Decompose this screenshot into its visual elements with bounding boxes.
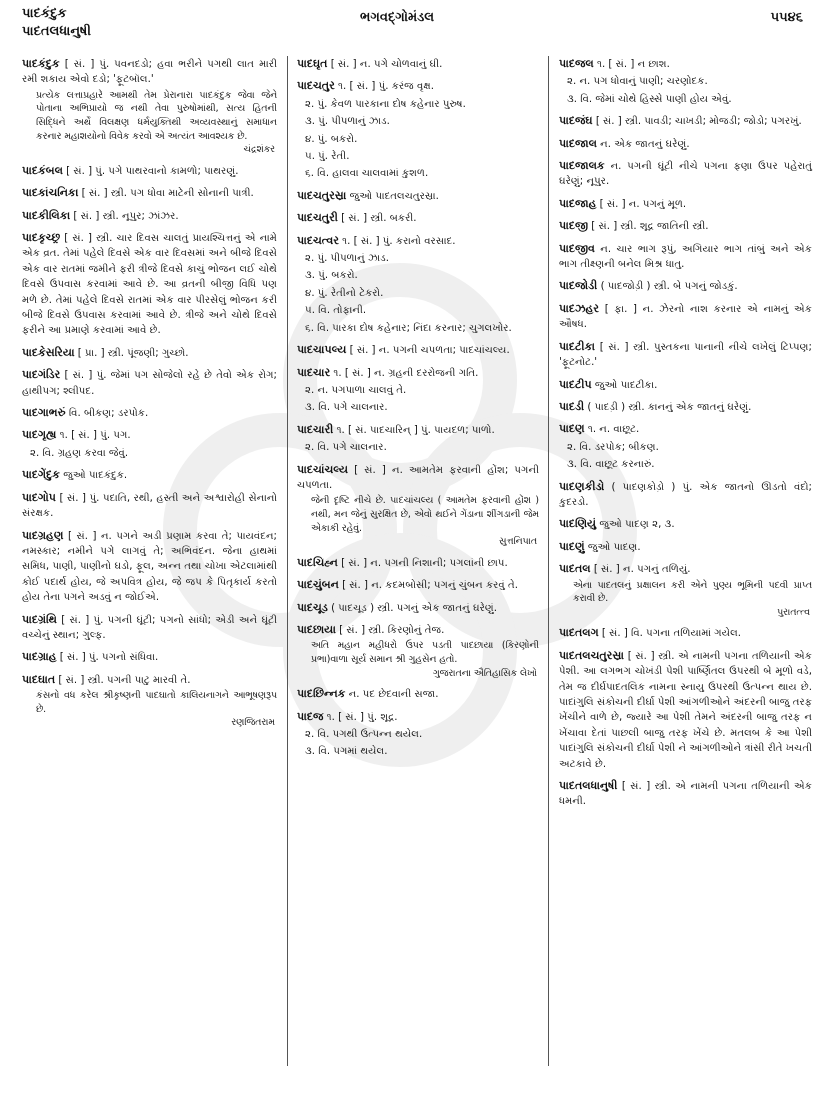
sub-sense: ૩. પું. પીપળાનું ઝાડ.	[305, 116, 390, 128]
dictionary-entry	[559, 778, 812, 810]
dictionary-entry	[559, 561, 812, 619]
headword: પાદતલગ	[559, 626, 599, 640]
page-number: ૫૫૪૬	[770, 10, 803, 25]
dictionary-entry	[22, 672, 277, 730]
quote-source: ચંદ્રશંકર	[243, 144, 275, 156]
headword: પાદઝહર	[559, 301, 599, 315]
dictionary-entry	[559, 196, 812, 212]
headword: પાદછાયા	[297, 622, 336, 636]
sub-sense: ૩. પું. બકરો.	[305, 270, 358, 282]
headword: પાદતલધાનુષી	[559, 779, 618, 792]
dictionary-entry	[559, 625, 812, 641]
definition: [ સં. ] સ્ત્રી. પાવડી; ચાખડી; મોજડી; જોડો; પગરખું.	[595, 116, 802, 128]
headword: પાદગેંદુક	[22, 468, 60, 482]
dictionary-entry	[559, 516, 812, 532]
definition: ૧. [ સં. ] પું. પગ.	[59, 430, 131, 442]
quote-text: અતિ મહાન મહીધરો ઉપર પડતી પાદછાયા (કિરણોની પ્રભા)વાળા સૂર્ય સમાન શ્રી ગુહસેન હતો.	[311, 640, 539, 665]
definition: [ સં. ] વિ. પગના તળિયામાં ગયેલ.	[601, 628, 742, 640]
dictionary-entry	[22, 405, 277, 421]
sub-sense: ૫. વિ. તોફાની.	[305, 305, 367, 317]
definition: ૧. [ સં. ] પું. કરંજ વૃક્ષ.	[338, 81, 435, 93]
headword: પાદટીપ	[559, 377, 592, 391]
headword: પાદગ્રાહ	[22, 650, 57, 664]
sub-sense: ૨. ન. પગપાળા ચાલવું તે.	[305, 384, 407, 396]
headword: પાદઘૃત	[297, 57, 328, 70]
headword: પાદઘાત	[22, 672, 56, 686]
dictionary-entry	[559, 421, 812, 472]
definition: [ સં. ] પું. પદાતિ, રથી, હસ્તી અને અશ્વારોહી સેનાનો સંરક્ષક.	[22, 492, 277, 520]
dictionary-entry	[297, 555, 539, 571]
definition: [ સં. ] સ્ત્રી. પગની પાટુ મારવી તે.	[58, 674, 191, 686]
guide-word-last: પાદતલધાનુષી	[22, 24, 91, 39]
dictionary-entry	[297, 342, 539, 358]
headword: પાદચતુરસ્રા	[297, 188, 347, 202]
headword: પાદગ્રહણ	[22, 528, 64, 542]
definition: ( પાદચૂડ઼ ) સ્ત્રી. પગનું એક જાતનું ઘરેણું.	[331, 602, 497, 614]
dictionary-columns	[22, 56, 812, 1076]
definition: જુઓ પાદકંદુક.	[63, 470, 128, 482]
headword: પાદતલચતુરસ્રા	[559, 648, 624, 662]
dictionary-entry	[559, 218, 812, 234]
definition: [ સં. ] સ્ત્રી. શૂદ્ર જાતિની સ્ત્રી.	[591, 221, 709, 233]
sub-sense: ૪. પું. રેતીનો ટેકરો.	[305, 287, 384, 299]
definition: [ પ્રા. ] સ્ત્રી. પૂંજણી; ગુચ્છો.	[77, 347, 189, 359]
definition: ૧. ન. વાછૂટ.	[587, 424, 640, 436]
definition: ( પાદડ઼ી ) સ્ત્રી. કાનનું એક જાતનું ઘરેણું.	[587, 401, 752, 413]
headword: પાદગાભરું	[22, 406, 66, 420]
definition: [ સં. ] સ્ત્રી. પગ ધોવા માટેની સોનાની પાત્રી.	[81, 188, 254, 200]
dictionary-entry	[559, 113, 812, 129]
sub-sense: ૨. પું. પીપળાનું ઝાડ.	[305, 253, 389, 265]
dictionary-entry	[297, 365, 539, 416]
dictionary-entry	[22, 185, 277, 201]
definition: ૧. [ સં. પાદચારિન્ ] પું. પાયદળ; પાળો.	[336, 424, 495, 436]
headword: પાદગૃહ્ય	[22, 428, 57, 442]
headword: પાદકંદુક	[22, 57, 60, 70]
definition: ૧. [ સં. ] ન છાશ.	[596, 59, 670, 70]
dictionary-entry	[297, 78, 539, 181]
citation-quote	[297, 494, 539, 548]
sub-sense: ૨. વિ. પગથી ઉત્પન્ન થયેલ.	[305, 728, 423, 740]
headword: પાદચતુર	[297, 79, 335, 93]
dictionary-entry	[559, 241, 812, 273]
quote-source: સુત્તનિપાત	[498, 536, 537, 548]
definition: [ સં. ] પું. પગનો સંધિવા.	[59, 652, 159, 664]
dictionary-entry	[297, 686, 539, 702]
dictionary-entry	[297, 233, 539, 336]
headword: પાદકેસરિયા	[22, 345, 75, 359]
dictionary-entry	[297, 422, 539, 456]
definition: [ સં. ] ન. આમતેમ ફરવાની હોંશ; પગની ચપળતા.	[297, 464, 539, 491]
dictionary-entry	[559, 56, 812, 107]
definition: ૧. [ સં. ] પું. કરાનો વરસાદ.	[342, 235, 456, 247]
quote-source: રણજિતરામ	[231, 717, 275, 729]
headword: પાદચારી	[297, 422, 334, 436]
headword: પાદકીલિકા	[22, 208, 71, 222]
headword: પાદચિહ્ન	[297, 555, 338, 569]
quote-text: કંસનો વધ કરેલ શ્રીકૃષ્ણની પાદઘાતો કાલિયનાગને આભૂષણરૂપ છે.	[36, 690, 277, 715]
definition: [ સં. ] પું. જેમાં પગ સોજેલો રહે છે તેવો એક રોગ; હાથીપગ; શ્લીપદ.	[22, 370, 277, 397]
headword: પાદજલ	[559, 57, 594, 70]
headword: પાદગંડિર	[22, 368, 61, 382]
headword: પાદચાર	[297, 365, 331, 379]
definition: [ સં. ] ન. પગનું તળિયું.	[593, 564, 691, 576]
definition: ( પાદજોડ઼ી ) સ્ત્રી. બે પગનું જોડકું.	[600, 281, 738, 293]
dictionary-entry	[22, 163, 277, 179]
definition: ( પાદણકોડ઼ો ) પું. એક જાતનો ઊડતો વંદો; કુદરડો.	[559, 481, 812, 508]
dictionary-entry	[559, 399, 812, 415]
definition: ૧. [ સં. ] ન. ગ્રહની દરરોજની ગતિ.	[333, 367, 479, 379]
sub-sense: ૩. વિ. પગમાં થયેલ.	[305, 746, 388, 758]
headword: પાદણકીડો	[559, 479, 605, 493]
definition: [ સં. ] ન. પગની નિશાની; પગલાંની છાપ.	[341, 557, 508, 569]
definition: જુઓ પાદટીકા.	[594, 379, 658, 391]
sub-sense: ૨. પું. કેવળ પારકાના દોષ કહેનાર પુરુષ.	[305, 98, 466, 110]
quote-text: જેની દૃષ્ટિ નીચે છે. પાદચાંચલ્ય ( આમતેમ ફરવાની હોંશ ) નથી, મન જેનું સુરક્ષિત છે, એવો થઈને ગેંડાના શીંગડાની જેમ એકાકી રહેવું.	[311, 495, 539, 534]
dictionary-entry	[22, 649, 277, 665]
headword: પાદગોપ	[22, 490, 56, 504]
headword: પાદડી	[559, 399, 585, 413]
dictionary-entry	[297, 622, 539, 680]
page-header	[0, 0, 825, 52]
headword: પાદચાપલ્ય	[297, 343, 347, 357]
sub-sense: ૨. વિ. ગ્રહણ કરવા જેવું.	[30, 447, 129, 459]
dictionary-entry	[22, 427, 277, 461]
dictionary-entry	[297, 188, 539, 204]
dictionary-entry	[559, 339, 812, 371]
sub-sense: ૩. વિ. જેમાં ચોથે હિસ્સે પાણી હોય એવું.	[567, 93, 732, 105]
headword: પાદચત્વર	[297, 233, 339, 247]
sub-sense: ૫. પું. રેતી.	[305, 151, 350, 163]
definition: જુઓ પાદણ ૨, ૩.	[599, 519, 675, 531]
headword: પાદજીવ	[559, 241, 595, 255]
guide-word-first: પાદકંદુક	[22, 6, 67, 21]
definition: [ સં. ] સ્ત્રી. એ નામની પગના તળિયાની એક પેશી. આ લગભગ ચોખંડી પેશી પાર્ષ્ણિતલ ઉપરથી બે મૂળો વડે, તેમ જ દીર્ઘપાદતલિક નામના સ્નાયુ ઉપરથી ઉત્પન્ન થાય છે. પાદાંગુલિ સંકોચની દીર્ઘા પેશી આંગળીઓને અંદરની બાજુ તરફ ખેંચીને વાળે છે, જ્યારે આ પેશી તેમને અંદરની બાજુ તરફ ન ખેંચાવા દેતાં પાછલી બાજુ તરફ ખેંચે છે. મતલબ કે આ પેશી પાદાંગુલિ સંકોચની દીર્ઘા પેશી ને આંગળીઓને ત્રાંસી રીતે ખચતી અટકાવે છે.	[559, 650, 812, 770]
definition: [ સં. ] ન. કદમબોસી; પગનું ચુંબન કરવું તે.	[342, 580, 518, 592]
definition: [ સં. ] ન. પગે ચોળવાનું ઘી.	[330, 59, 443, 70]
headword: પાદજાલ	[559, 136, 597, 150]
definition: [ સં. ] પું. પગની ઘૂંટી; પગનો સાંધો; એડી અને ઘૂંટી વચ્ચેનું સ્થાન; ગુલ્ફ.	[22, 614, 277, 641]
headword: પાદજંઘ	[559, 114, 593, 128]
definition: [ સં. ] ન. પગની ચપળતા; પાદચાંચલ્ય.	[349, 345, 510, 357]
quote-text: એના પાદતલનું પ્રક્ષાલન કરી એને પુણ્ય ભૂમિની પદવી પ્રાપ્ત કરાવી છે.	[573, 579, 812, 605]
dictionary-entry	[22, 56, 277, 157]
definition: [ સં. ] સ્ત્રી. કિરણોનું તેજ.	[339, 624, 445, 636]
definition: ન. પગની ઘૂંટી નીચે પગના ફણા ઉપર પહેરાતું ઘરેણું; નૂપુર.	[559, 161, 812, 188]
citation-quote	[297, 639, 539, 680]
definition: જુઓ પાદતલચતુરસ્રા.	[349, 190, 439, 202]
sub-sense: ૨. વિ. ડરપોક; બીકણ.	[567, 441, 659, 453]
sub-sense: ૬. વિ. પારકા દોષ કહેનાર; નિંદા કરનાર; ચુગલખોર.	[305, 322, 512, 334]
column-1	[22, 56, 287, 1076]
headword: પાદગ્રંથિ	[22, 612, 57, 626]
dictionary-entry	[559, 377, 812, 393]
definition: ન. ચાર ભાગ રૂપું, અગિયાર ભાગ તાંબું અને એક ભાગ તીક્ષ્ણની બનેલ મિશ્ર ધાતુ.	[559, 243, 812, 271]
dictionary-entry	[297, 709, 539, 760]
headword: પાદટીકા	[559, 339, 595, 353]
headword: પાદકૃચ્છ્ર	[22, 231, 61, 244]
dictionary-entry	[559, 648, 812, 772]
quote-source: ગુજરાતના ઐતિહાસિક લેખો	[432, 667, 537, 679]
definition: ન. એક જાતનું ઘરેણું.	[600, 138, 690, 150]
headword: પાદચુંબન	[297, 578, 339, 592]
sub-sense: ૩. વિ. વાછૂટ કરનારું.	[567, 459, 655, 471]
sub-sense: ૬. વિ. હાલવા ચાલવામાં કુશળ.	[305, 168, 429, 180]
headword: પાદજાલક	[559, 159, 605, 173]
definition: ૧. [ સં. ] પું. શૂદ્ર.	[326, 711, 398, 723]
headword: પાદચૂડ	[297, 600, 328, 614]
dictionary-entry	[22, 490, 277, 522]
quote-text: પ્રત્યેક લત્તાપ્રહારે આમથી તેમ પ્રેરાનારા પાદકંદુક જેવા જેને પોતાના અભિપ્રાયો જ નથી તેવા પુરુષોમાંથી, સત્ય હિતની સિદ્ધિને અર્થે વિલક્ષણ ધર્મયુક્તિથી અવ્યવસ્થાનું સમાધાન કરનાર મહાશયોનો વિવેક કરવો એ અત્યંત આવશ્યક છે.	[36, 89, 277, 142]
column-2	[287, 56, 549, 1066]
dictionary-entry	[22, 345, 277, 361]
citation-quote	[559, 579, 812, 620]
headword: પાદણું	[559, 539, 585, 553]
headword: પાદજી	[559, 219, 589, 233]
sub-sense: ૨. ન. પગ ધોવાનું પાણી; ચરણોદક.	[567, 76, 708, 88]
dictionary-entry	[297, 462, 539, 549]
citation-quote	[22, 89, 277, 157]
dictionary-entry	[559, 479, 812, 511]
dictionary-entry	[22, 208, 277, 224]
definition: [ સં. ] સ્ત્રી. બકરી.	[341, 213, 417, 225]
dictionary-entry	[559, 136, 812, 152]
definition: [ સં. ] પું. પગે પાથરવાનો કામળો; પાથરણું.	[66, 165, 239, 177]
sub-sense: ૨. વિ. પગે ચાલનાર.	[305, 442, 387, 454]
dictionary-entry	[559, 301, 812, 333]
headword: પાદજાહ	[559, 196, 597, 210]
headword: પાદતલ	[559, 562, 591, 576]
dictionary-entry	[22, 230, 277, 339]
headword: પાદછિન્નક	[297, 687, 346, 701]
dictionary-entry	[559, 539, 812, 555]
dictionary-entry	[559, 278, 812, 294]
dictionary-entry	[297, 577, 539, 593]
headword: પાદજોડી	[559, 279, 598, 293]
definition: [ ફા. ] ન. ઝેરનો નાશ કરનાર એ નામનું એક ઔષધ.	[559, 303, 812, 331]
dictionary-entry	[559, 158, 812, 190]
dictionary-entry	[297, 600, 539, 616]
column-3	[549, 56, 812, 1076]
sub-sense: ૪. પું. બકરો.	[305, 133, 358, 145]
definition: [ સં. ] સ્ત્રી. પુસ્તકના પાનાની નીચે લખેલું ટિપ્પણ; 'ફૂટનોટ.'	[559, 341, 812, 369]
headword: પાદકાંચનિકા	[22, 186, 79, 200]
headword: પાદચતુરી	[297, 211, 338, 225]
headword: પાદકંબલ	[22, 163, 63, 177]
headword: પાદજ	[297, 709, 324, 723]
headword: પાદણ	[559, 422, 585, 436]
definition: વિ. બીકણ; ડરપોક.	[68, 408, 149, 420]
definition: [ સં. ] સ્ત્રી. એ નામની પગના તળિયાની એક ધમની.	[559, 781, 812, 808]
definition: [ સં. ] સ્ત્રી. ચાર દિવસ ચાલતું પ્રાયશ્ચિત્તનું એ નામે એક વ્રત. તેમાં પહેલે દિવસે એક વાર દિવસમાં અને બીજે દિવસે એક વાર રાતમાં જમીને ફરી ત્રીજે દિવસે કાચું ભોજન લઈ ચોથે દિવસે ઉપવાસ કરવામાં આવે છે. આ વ્રતની બીજી વિધિ પણ મળે છે. તેમાં પહેલે દિવસે રાતમાં એક વાર પીરસેલું ભોજન કરી બીજે દિવસે ઉપવાસ કરવામાં આવે છે. ત્રીજે અને ચોથે દિવસે ફરીને આ પ્રમાણે કરવામાં આવે છે.	[22, 233, 277, 337]
definition: જુઓ પાદણ.	[587, 541, 641, 553]
dictionary-entry	[297, 56, 539, 72]
citation-quote	[22, 689, 277, 730]
headword: પાદણિયું	[559, 517, 597, 531]
dictionary-entry	[297, 210, 539, 226]
dictionary-entry	[22, 467, 277, 483]
running-title: ભગવદ્ગોમંડલ	[360, 10, 435, 25]
dictionary-entry	[22, 367, 277, 399]
dictionary-entry	[22, 612, 277, 644]
definition: ન. પદ છેદવાની સજા.	[348, 689, 439, 701]
headword: પાદચાંચલ્ય	[297, 462, 349, 476]
sub-sense: ૩. વિ. પગે ચાલનાર.	[305, 402, 388, 414]
definition: [ સં. ] ન. પગને અડી પ્રણામ કરવા તે; પાયવંદન; નમસ્કાર; નમીને પગે લાગવું તે; અભિવંદન. જેના હાથમાં સમિધ, પાણી, પાણીનો ઘડો, ફૂલ, અન્ન તથા ચોખા એટલામાંથી કોઈ પદાર્થ હોય, જે અપવિત્ર હોય, જે જપ કે પિતૃકાર્ય કરતો હોય તેના પગને અડવું ન જોઈએ.	[22, 530, 277, 604]
dictionary-entry	[22, 528, 277, 606]
definition: [ સં. ] સ્ત્રી. નૂપુર; ઝાંઝર.	[73, 210, 179, 222]
quote-source: પુરાતત્ત્વ	[777, 606, 810, 618]
definition: [ સં. ] પું. પવનદડો; હવા ભરીને પગથી લાત મારી રમી શકાય એવો દડો; 'ફૂટબૉલ.'	[22, 59, 277, 86]
definition: [ સં. ] ન. પગનું મૂળ.	[599, 198, 687, 210]
